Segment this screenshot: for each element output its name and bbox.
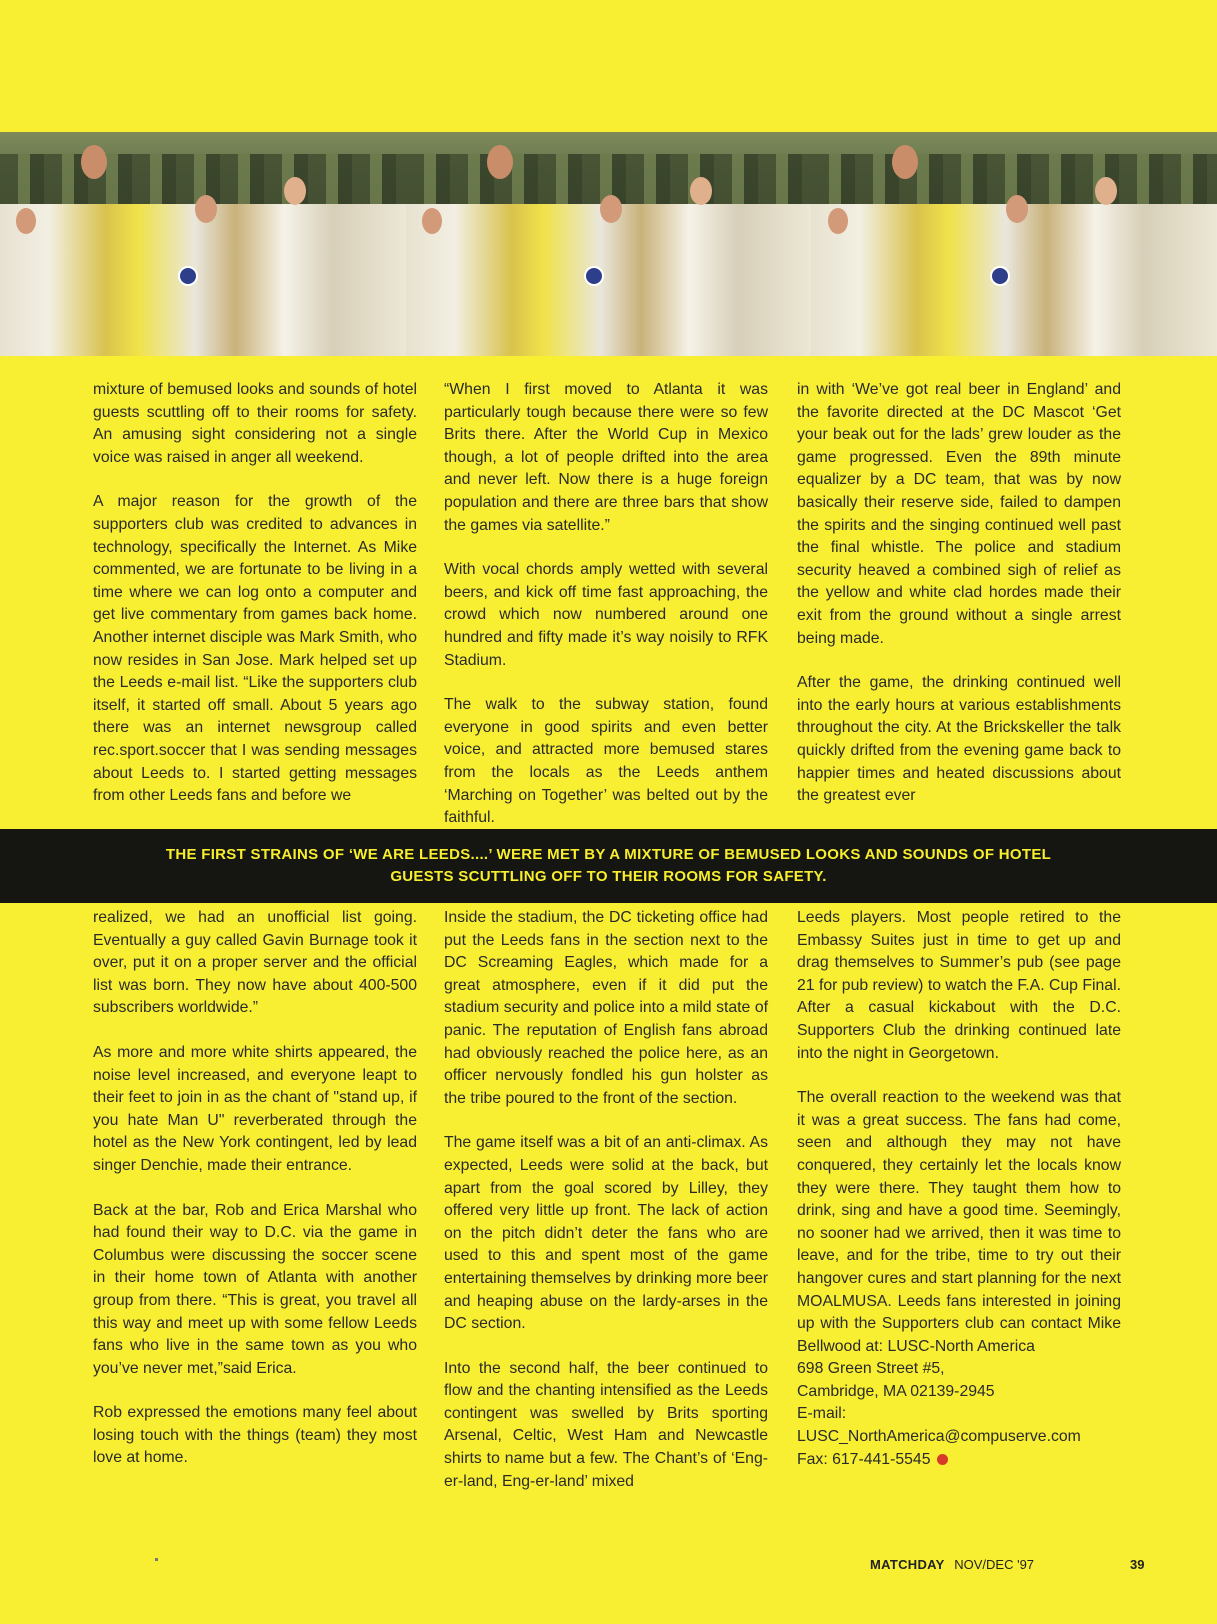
contact-line: [797, 1449, 1121, 1472]
pull-quote-text: THE FIRST STRAINS OF ‘WE ARE LEEDS....’ WERE MET BY A MIXTURE OF BEMUSED LOOKS AND SOUNDS OF HOTEL GUESTS SCUTTLING OFF TO THEIR ROOMS FOR SAFETY.: [165, 846, 1052, 885]
email-address[interactable]: LUSC_NorthAmerica@compuserve.com: [797, 1428, 1081, 1446]
column-1-top: [93, 379, 417, 809]
paragraph: Leeds players. Most people retired to the Embassy Suites just in time to get up and drag themselves to Summer’s pub (see page 21 for pub review) to watch the F.A. Cup Final. After a casual kickabout with the D.C. Supporters Club the drinking continued late into the night in Georgetown.: [797, 909, 1121, 1062]
end-of-article-icon: [937, 1454, 948, 1465]
paragraph: The overall reaction to the weekend was that it was a great success. The fans had come, seen and although they may not have conquered, they certainly let the locals know they were there. They taught them how to drink, sing and have a good time. Seemingly, no sooner had we arrived, then it was time to leave, and for the tribe, time to try out their hangover cures and start planning for the next MOALMUSA. Leeds fans interested in joining up with the Supporters club can contact Mike Bellwood at: LUSC-North America: [797, 1089, 1121, 1355]
paragraph: “When I first moved to Atlanta it was particularly tough because there were so few Brits there. After the World Cup in Mexico though, a lot of people drifted into the area and never left. Now there is a huge foreign population and there are three bars that show the games via satellite.”: [444, 381, 768, 534]
column-3-top: [797, 379, 1121, 809]
column-3-bottom: [797, 907, 1121, 1527]
magazine-name: MATCHDAY: [870, 1557, 945, 1572]
contact-line: E-mail:: [797, 1405, 847, 1423]
paragraph: A major reason for the growth of the supporters club was credited to advances in technology, specifically the Internet. As Mike commented, we are fortunate to be living in a time where we can log onto a computer and get live commentary from games back home. Another internet disciple was Mark Smith, who now resides in San Jose. Mark helped set up the Leeds e-mail list. “Like the supporters club itself, it started off small. About 5 years ago there was an internet newsgroup called rec.sport.soccer that I was sending messages about Leeds to. I started getting messages from other Leeds fans and before we: [93, 493, 417, 805]
paragraph: mixture of bemused looks and sounds of hotel guests scuttling off to their rooms for safety. An amusing sight considering not a single voice was raised in anger all weekend.: [93, 381, 417, 466]
paragraph: Rob expressed the emotions many feel about losing touch with the things (team) they most love at home.: [93, 1404, 417, 1467]
issue-date: NOV/DEC '97: [954, 1557, 1035, 1572]
paragraph: Inside the stadium, the DC ticketing office had put the Leeds fans in the section next to the DC Screaming Eagles, which made for a great atmosphere, even if it did put the stadium security and police into a mild state of panic. The reputation of English fans abroad had obviously reached the police here, as an officer nervously fondled his gun holster as the tribe poured to the front of the section.: [444, 909, 768, 1107]
paragraph: Into the second half, the beer continued to flow and the chanting intensified as the Leeds contingent was swelled by Brits sporting Arsenal, Celtic, West Ham and Newcastle shirts to name but a few. The Chant’s of ‘Eng-er-land, Eng-er-land’ mixed: [444, 1359, 768, 1490]
paragraph: With vocal chords amply wetted with several beers, and kick off time fast approaching, the crowd which now numbered around one hundred and fifty made it’s way noisily to RFK Stadium.: [444, 561, 768, 669]
paragraph: realized, we had an unofficial list going. Eventually a guy called Gavin Burnage took it over, put it on a proper server and the official list was born. They now have about 400-500 subscribers worldwide.”: [93, 909, 417, 1017]
paragraph: After the game, the drinking continued well into the early hours at various establishments throughout the city. At the Brickskeller the talk quickly drifted from the evening game back to happier times and heated discussions about the greatest ever: [797, 674, 1121, 805]
column-1-bottom: [93, 907, 417, 1527]
paragraph: The walk to the subway station, found everyone in good spirits and even better voice, and attracted more bemused stares from the locals as the Leeds anthem ‘Marching on Together’ was belted out by the faithful.: [444, 696, 768, 827]
contact-line: Cambridge, MA 02139-2945: [797, 1382, 995, 1400]
paragraph: Back at the bar, Rob and Erica Marshal who had found their way to D.C. via the game in Columbus were discussing the soccer scene in their home town of Atlanta with another group from there. “This is great, you travel all this way and meet up with some fellow Leeds fans who live in the same town as you who you’ve never met,”said Erica.: [93, 1201, 417, 1377]
page-number: 39: [1130, 1557, 1145, 1572]
column-2-top: [444, 379, 768, 827]
contact-line: 698 Green Street #5,: [797, 1360, 945, 1378]
paragraph: in with ‘We’ve got real beer in England’ and the favorite directed at the DC Mascot ‘Get your beak out for the lads’ grew louder as the game progressed. Even the 89th minute equalizer by a DC team, that was by now basically their reserve side, failed to dampen the spirits and the singing continued well past the final whistle. The police and stadium security heaved a combined sigh of relief as the yellow and white clad hordes made their exit from the ground without a single arrest being made.: [797, 381, 1121, 647]
paragraph: The game itself was a bit of an anti-climax. As expected, Leeds were solid at the back, but apart from the goal scored by Lilley, they offered very little up front. The lack of action on the pitch didn’t deter the fans who are used to this and spent most of the game entertaining themselves by drinking more beer and heaping abuse on the lardy-arses in the DC section.: [444, 1134, 769, 1333]
paragraph: As more and more white shirts appeared, the noise level increased, and everyone leapt to their feet to join in as the chant of "stand up, if you hate Man U" reverberated through the hotel as the New York contingent, led by lead singer Denchie, made their entrance.: [93, 1043, 417, 1174]
pull-quote-banner: [0, 829, 1217, 903]
column-2-bottom: [444, 907, 768, 1527]
page-footer: [870, 1557, 1034, 1572]
fax-number: Fax: 617-441-5545: [797, 1450, 931, 1468]
print-speck: [155, 1558, 158, 1561]
